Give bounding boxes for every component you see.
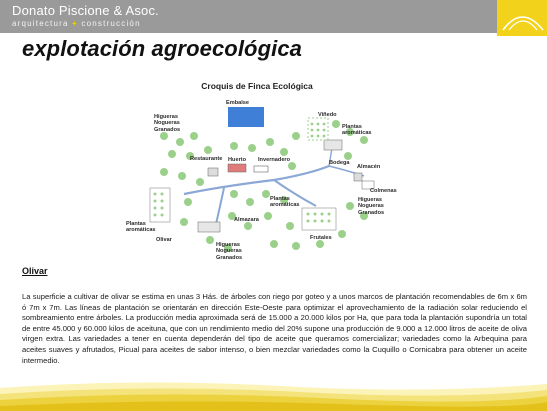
- label-bodega: Bodega: [329, 160, 350, 166]
- label-olivar: Olivar: [156, 237, 172, 243]
- company-tagline: [12, 19, 141, 28]
- embalse-rect: [228, 107, 264, 127]
- label-vinedo: Viñedo: [318, 112, 337, 118]
- label-almazara: Almazara: [234, 217, 259, 223]
- vinedo-dots: [311, 123, 326, 138]
- company-name: Donato Piscione & Asoc.: [12, 3, 159, 18]
- label-frutales: Frutales: [310, 235, 332, 241]
- restaurante-rect: [208, 168, 218, 176]
- farm-sketch: [124, 76, 397, 262]
- label-line: Higueras: [358, 197, 382, 203]
- label-line: Plantas: [342, 124, 362, 130]
- label-line: Plantas: [126, 221, 146, 227]
- label-plantas-right: [342, 124, 372, 137]
- section-title: Olivar: [22, 266, 48, 276]
- label-line: Higueras: [154, 114, 178, 120]
- label-line: aromáticas: [270, 202, 300, 209]
- label-line: aromáticas: [126, 227, 156, 234]
- label-line: aromáticas: [342, 130, 372, 137]
- label-higueras-top: [154, 114, 180, 133]
- label-line: Granados: [358, 209, 385, 216]
- label-huerto: Huerto: [228, 157, 247, 163]
- map-title: Croquis de Finca Ecológica: [201, 81, 313, 91]
- label-restaurante: Restaurante: [190, 156, 223, 162]
- label-line: Plantas: [270, 196, 290, 202]
- label-embalse: Embalse: [226, 100, 250, 106]
- logo: [497, 0, 547, 36]
- tagline-left: arquitectura: [12, 19, 69, 28]
- label-line: Higueras: [216, 242, 240, 248]
- bodega-rect: [324, 140, 342, 150]
- page-title: explotación agroecológica: [22, 36, 303, 61]
- header-bar: [0, 0, 547, 33]
- label-line: Nogueras: [154, 120, 180, 127]
- almazara-rect: [198, 222, 220, 232]
- frutales-box: [302, 208, 336, 230]
- label-line: Granados: [216, 254, 243, 261]
- label-colmenas: Colmenas: [370, 188, 397, 194]
- label-plantas-center: [270, 196, 300, 209]
- footer-wave-decoration: [0, 378, 547, 411]
- label-higueras-right: [358, 197, 384, 216]
- invernadero-rect: [254, 166, 268, 172]
- label-line: Nogueras: [216, 248, 242, 255]
- label-plantas-left: [126, 221, 156, 234]
- label-line: Granados: [154, 126, 181, 133]
- section-body: La superficie a cultivar de olivar se estima en unas 3 Hás. de árboles con riego por goteo y a unos marcos de plantación recomendables de 6m x 6m ó 7m x 7m. Las líneas de plantación se orientarán en dirección Este-Oeste para optimizar el aprovechamiento de la radiación solar reduciendo el sombreamiento entre árboles. La producción media aproximada será de 15.000 a 20.000 kilos por Ha, que para toda la plantación supondría un total de entre 45.000 y 60.000 kilos de aceituna, que con un rendimiento medio del 20% supone una producción de 9.000 a 12.000 litros de aceite de oliva virgen extra. Las variedades a tener en cuenta dependerán del tipo de aceite que queramos comercializar; variedades como la Arbequina para aceites suaves y afrutados, Picual para aceites de sabor intenso, o bien mezclar variedades como la Cuquillo o Cornicabra para obtener un aceite intermedio.: [22, 292, 527, 365]
- farm-sketch-drawing: [124, 76, 390, 262]
- tagline-plus: +: [72, 19, 78, 28]
- tagline-right: construcción: [81, 19, 141, 28]
- label-almacen: Almacén: [357, 164, 381, 170]
- label-invernadero: Invernadero: [258, 157, 291, 163]
- huerto-rect: [228, 164, 246, 172]
- label-line: Nogueras: [358, 203, 384, 210]
- path-almazara: [216, 188, 224, 224]
- label-higueras-bottom: [216, 242, 242, 261]
- olivar-box: [150, 188, 170, 222]
- logo-arc-icon: [497, 0, 547, 36]
- almacen-rect: [354, 173, 362, 181]
